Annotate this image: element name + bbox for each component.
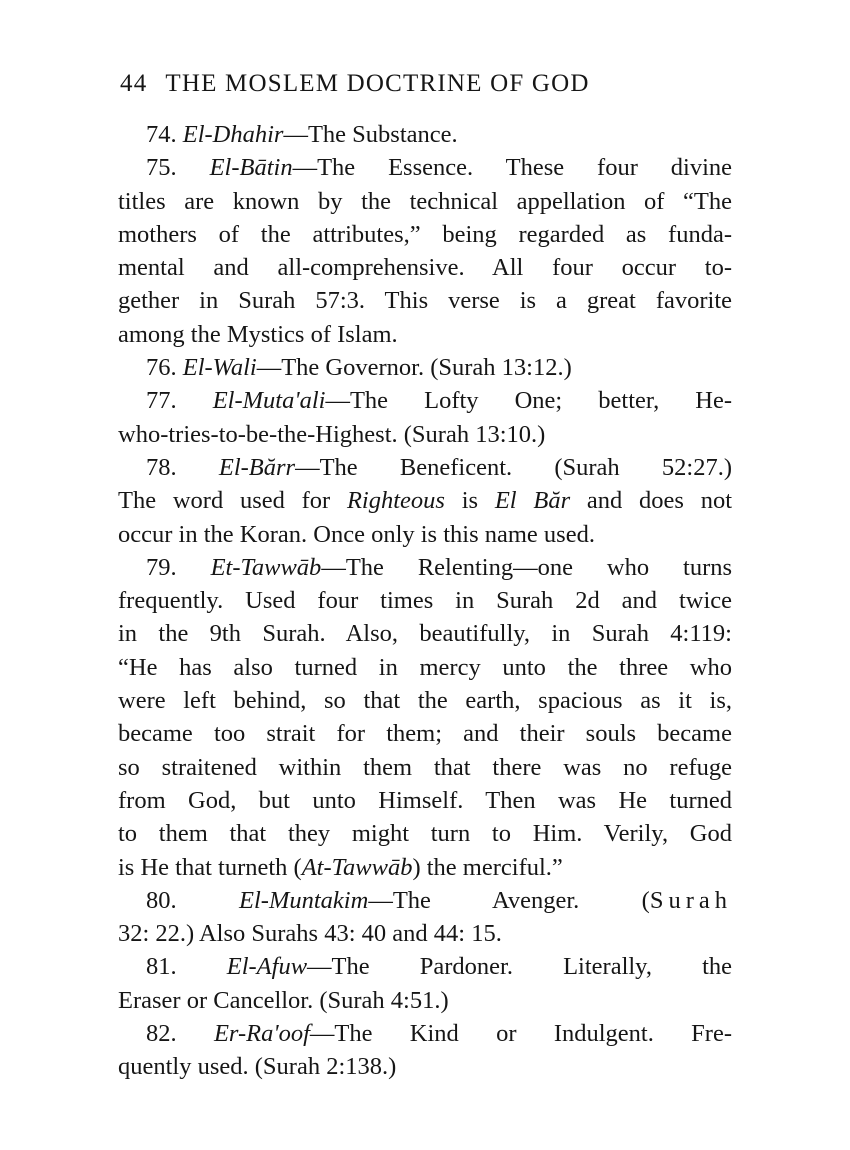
text-line [118, 118, 732, 151]
text-run: 81. [146, 953, 227, 981]
italic-term: El-Bātin [209, 154, 293, 182]
text-run: 82. [146, 1020, 214, 1048]
text-line [118, 418, 732, 451]
text-run: became too strait for them; and their souls became [118, 720, 732, 748]
text-line [118, 817, 732, 850]
text-line [118, 384, 732, 417]
body-text [118, 118, 732, 1084]
italic-term: Er-Ra'oof [213, 1020, 310, 1048]
text-line [118, 950, 732, 983]
text-run: who-tries-to-be-the-Highest. (Surah 13:10.) [118, 420, 546, 448]
text-run: and does not [570, 487, 733, 515]
text-run: —The Governor. (Surah 13:12.) [256, 354, 572, 382]
text-line [118, 251, 732, 284]
italic-term: At-Tawwāb [301, 853, 413, 881]
text-run: to them that they might turn to Him. Verily, God [118, 820, 732, 848]
italic-term: El-Muta'ali [212, 387, 326, 415]
text-line [118, 584, 732, 617]
text-run: Eraser or Cancellor. (Surah 4:51.) [118, 986, 449, 1014]
text-line [118, 751, 732, 784]
text-line [118, 684, 732, 717]
text-run: gether in Surah 57:3. This verse is a great favorite [118, 287, 732, 315]
text-line [118, 1017, 732, 1050]
italic-term: El-Bărr [218, 453, 296, 481]
text-run: mental and all-comprehensive. All four occur to- [118, 254, 732, 282]
text-line [118, 884, 732, 917]
text-run: “He has also turned in mercy unto the three who [118, 653, 732, 681]
text-line [118, 917, 732, 950]
text-run: is [444, 487, 495, 515]
text-line [118, 151, 732, 184]
text-run: among the Mystics of Islam. [118, 320, 398, 348]
text-run: 76. [146, 354, 183, 382]
text-run: —The Beneficent. (Surah 52:27.) [295, 453, 733, 481]
text-line [118, 218, 732, 251]
text-run: quently used. (Surah 2:138.) [118, 1053, 397, 1081]
text-line [118, 784, 732, 817]
text-run: titles are known by the technical appellation of “The [118, 187, 732, 215]
text-run: Surah [649, 886, 732, 914]
text-line [118, 451, 732, 484]
text-line [118, 185, 732, 218]
text-run: 80. [146, 886, 240, 914]
text-line [118, 1050, 732, 1083]
running-title: THE MOSLEM DOCTRINE OF GOD [165, 70, 590, 97]
text-line [118, 851, 732, 884]
text-line [118, 318, 732, 351]
page-number: 44 [120, 70, 148, 97]
italic-term: El-Wali [182, 354, 257, 382]
text-run: —The Substance. [283, 121, 458, 148]
text-run: in the 9th Surah. Also, beautifully, in Surah 4:119: [118, 620, 732, 648]
text-run: The word used for [118, 487, 347, 515]
text-run: 78. [146, 453, 219, 481]
text-line [118, 617, 732, 650]
text-line [118, 984, 732, 1017]
text-line [118, 651, 732, 684]
text-run: 79. [146, 553, 211, 581]
text-run: 77. [146, 387, 213, 415]
italic-term: El Băr [494, 487, 571, 515]
text-line [118, 717, 732, 750]
text-line [118, 351, 732, 384]
text-run: so straitened within them that there was no refuge [118, 753, 732, 781]
text-run: —The Pardoner. Literally, the [307, 953, 733, 981]
text-run: —The Avenger. ( [368, 886, 650, 914]
italic-term: El-Dhahir [182, 121, 284, 148]
text-line [118, 551, 732, 584]
italic-term: Righteous [346, 487, 445, 515]
text-run: frequently. Used four times in Surah 2d and twice [118, 587, 732, 615]
italic-term: El-Muntakim [239, 886, 369, 914]
text-run: from God, but unto Himself. Then was He turned [118, 786, 732, 814]
text-run: ) the merciful.” [412, 853, 563, 881]
text-run: 32: 22.) Also Surahs 43: 40 and 44: 15. [118, 920, 502, 948]
text-line [118, 518, 732, 551]
text-run: —The Kind or Indulgent. Fre- [309, 1020, 733, 1048]
italic-term: El-Afuw [226, 953, 308, 981]
text-run: occur in the Koran. Once only is this name used. [118, 520, 595, 548]
text-run: —The Relenting—one who turns [321, 553, 733, 581]
text-run: 74. [146, 121, 183, 148]
running-header [120, 70, 740, 98]
italic-term: Et-Tawwāb [210, 553, 322, 581]
text-run: —The Essence. These four divine [292, 154, 733, 182]
text-line [118, 284, 732, 317]
text-run: were left behind, so that the earth, spacious as it is, [118, 687, 732, 715]
text-line [118, 484, 732, 517]
text-run: is He that turneth ( [118, 853, 302, 881]
text-run: mothers of the attributes,” being regarded as funda- [118, 220, 732, 248]
text-run: 75. [146, 154, 210, 182]
text-run: —The Lofty One; better, He- [325, 387, 732, 415]
